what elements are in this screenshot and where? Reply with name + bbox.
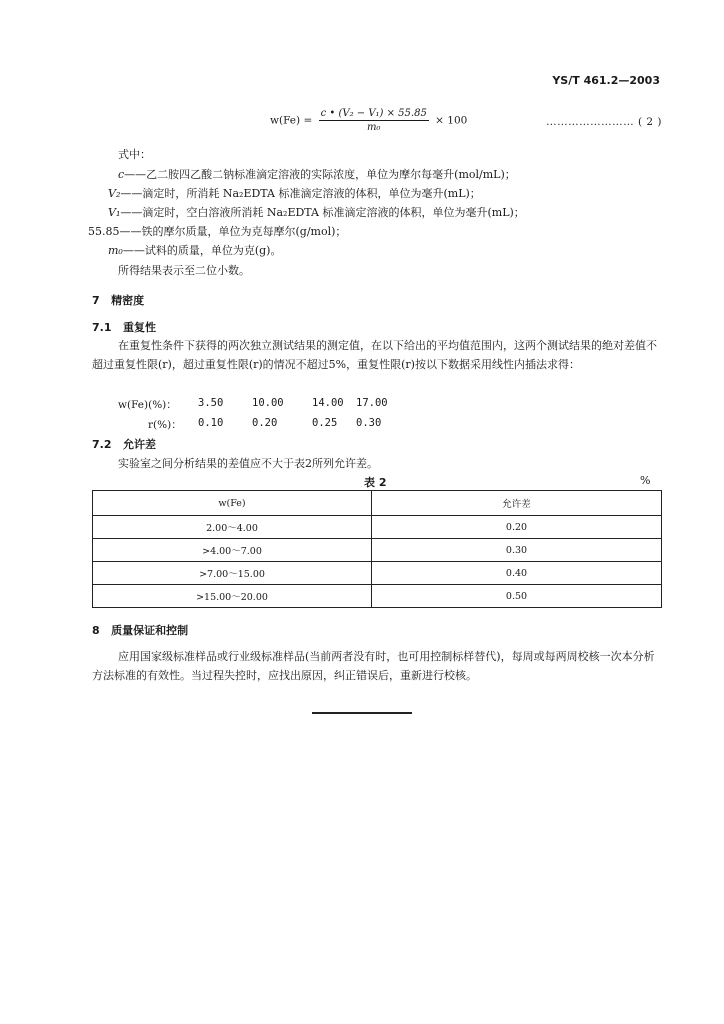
wfe-label: w(Fe)(%)： (118, 399, 177, 411)
table-header-row (93, 491, 662, 516)
end-rule (312, 712, 412, 714)
formula (270, 108, 467, 133)
legend-symbol: V₂ (108, 187, 121, 200)
legend-desc: ——试料的质量，单位为克(g)。 (122, 244, 282, 257)
wfe-value: 10.00 (252, 397, 284, 409)
legend-item (118, 166, 516, 182)
section-7-heading: 7 精密度 (92, 294, 145, 307)
legend-symbol: c (118, 168, 125, 181)
section-8-heading: 8 质量保证和控制 (92, 624, 189, 637)
table-header-cell: w(Fe) (93, 491, 372, 516)
wfe-value: 14.00 (312, 397, 344, 409)
legend-intro: 式中： (118, 148, 151, 161)
wfe-value: 17.00 (356, 397, 388, 409)
section-7-1-text: 在重复性条件下获得的两次独立测试结果的测定值，在以下给出的平均值范围内，这两个测试结果的绝对差值不超过重复性限(r)，超过重复性限(r)的情况不超过5%，重复性限(r)按以下数据采用线性内插法求得： (92, 339, 657, 371)
table-row (93, 539, 662, 562)
table-cell: 2.00～4.00 (93, 516, 372, 539)
table-cell: >15.00～20.00 (93, 585, 372, 608)
standard-number: YS/T 461.2—2003 (552, 74, 660, 87)
formula-lhs: w(Fe) = (270, 114, 313, 127)
section-8-text: 应用国家级标准样品或行业级标准样品(当前两者没有时，也可用控制标样替代)，每周或每两周校核一次本分析方法标准的有效性。当过程失控时，应找出原因，纠正错误后，重新进行校核。 (92, 650, 655, 682)
table-2 (92, 490, 662, 608)
legend-desc: ——滴定时，所消耗 Na₂EDTA 标准滴定溶液的体积，单位为毫升(mL)； (120, 187, 481, 200)
table-2-unit: % (640, 474, 651, 487)
wfe-value: 3.50 (198, 397, 224, 409)
formula-tail: × 100 (435, 114, 468, 127)
r-value: 0.20 (252, 417, 278, 429)
section-7-2-text: 实验室之间分析结果的差值应不大于表2所列允许差。 (118, 457, 378, 470)
table-header-cell: 允许差 (372, 491, 662, 516)
formula-numerator: c • (V₂ − V₁) × 55.85 (320, 108, 427, 119)
table-cell: 0.20 (372, 516, 662, 539)
r-value: 0.30 (356, 417, 382, 429)
table-2-caption: 表 2 (364, 476, 387, 489)
table-row (93, 516, 662, 539)
legend-symbol: m₀ (108, 244, 123, 257)
legend-desc: ——铁的摩尔质量，单位为克每摩尔(g/mol)； (119, 225, 347, 238)
table-cell: >7.00～15.00 (93, 562, 372, 585)
table-cell: 0.30 (372, 539, 662, 562)
legend-symbol: V₁ (108, 206, 121, 219)
table-row (93, 585, 662, 608)
r-label: r(%)： (148, 419, 182, 431)
legend-item (108, 242, 281, 258)
legend-item (108, 185, 481, 201)
formula-fraction (319, 108, 429, 133)
legend-desc: ——乙二胺四乙酸二钠标准滴定溶液的实际浓度，单位为摩尔每毫升(mol/mL)； (124, 168, 516, 181)
section-7-2-heading: 7.2 允许差 (92, 438, 156, 451)
result-note: 所得结果表示至二位小数。 (118, 264, 250, 277)
legend-item (108, 204, 525, 220)
r-value: 0.10 (198, 417, 224, 429)
legend-item (88, 223, 346, 239)
section-7-1-heading: 7.1 重复性 (92, 321, 156, 334)
table-cell: 0.50 (372, 585, 662, 608)
formula-denominator: m₀ (366, 122, 381, 133)
legend-desc: ——滴定时，空白溶液所消耗 Na₂EDTA 标准滴定溶液的体积，单位为毫升(mL)； (120, 206, 525, 219)
r-value: 0.25 (312, 417, 338, 429)
table-cell: 0.40 (372, 562, 662, 585)
formula-number: …………………… ( 2 ) (546, 116, 662, 128)
table-cell: >4.00～7.00 (93, 539, 372, 562)
table-row (93, 562, 662, 585)
legend-symbol: 55.85 (88, 225, 120, 238)
